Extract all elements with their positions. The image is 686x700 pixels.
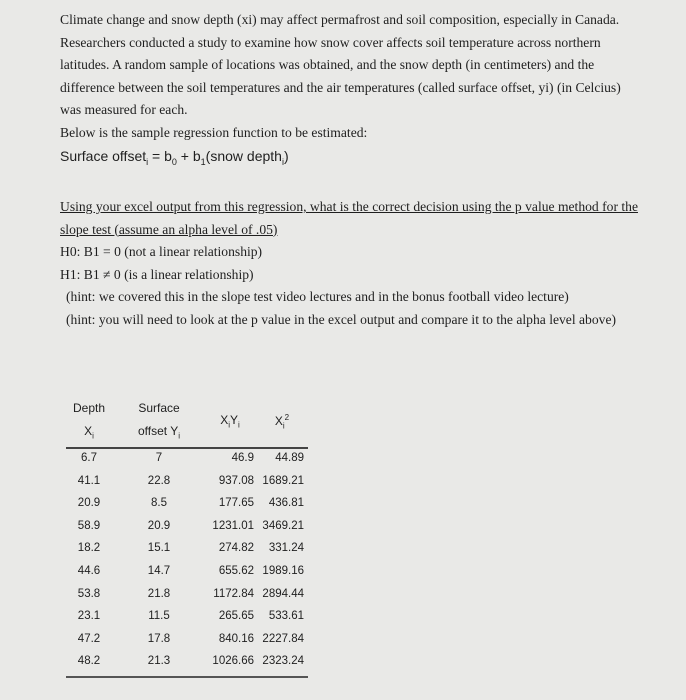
- table-cell-y: 21.8: [147, 587, 171, 600]
- header-rule: [66, 447, 308, 449]
- table-cell-x2: 44.89: [275, 452, 304, 464]
- intro-line: latitudes. A random sample of locations was obtained, and the snow depth (in centimeters) and the: [60, 57, 595, 72]
- hint-line: (hint: you will need to look at the p value in the excel output and compare it to the alpha level above): [66, 311, 617, 327]
- table-cell-x: 44.6: [77, 565, 101, 577]
- question-line: Using your excel output from this regression, what is the correct decision using the p value method for the: [60, 199, 638, 214]
- table-cell-x: 23.1: [77, 610, 101, 623]
- table-cell-xy: 655.62: [218, 565, 254, 577]
- hint-line: (hint: we covered this in the slope test video lectures and in the bonus football video lecture): [66, 289, 569, 304]
- table-cell-x2: 2227.84: [262, 632, 304, 645]
- table-cell-xy: 177.65: [218, 497, 254, 510]
- bottom-rule: [66, 676, 308, 678]
- table-cell-x2: 533.61: [268, 610, 304, 623]
- col-header-depth-var: $X_i$: [84, 424, 94, 441]
- intro-line: Climate change and snow depth (xi) may affect permafrost and soil composition, especially in Canada.: [60, 12, 620, 27]
- table-cell-xy: 1026.66: [212, 655, 254, 668]
- table-cell-x: 18.2: [77, 542, 101, 555]
- table-cell-x2: 331.24: [268, 542, 304, 555]
- table-cell-x2: 1989.16: [262, 565, 304, 577]
- intro-line: was measured for each.: [60, 102, 188, 117]
- problem-intro: [60, 9, 670, 174]
- regression-formula: Surface offset$_i$ = $b_0$ + $b_1(snow$ depth$_i$): [60, 148, 289, 167]
- table-cell-y: 8.5: [151, 497, 167, 510]
- table-cell-xy: 274.82: [218, 542, 254, 555]
- table-cell-x: 48.2: [77, 655, 101, 668]
- col-header-depth: Depth: [72, 401, 106, 415]
- intro-line: Researchers conducted a study to examine how snow cover affects soil temperature across northern: [60, 34, 601, 50]
- table-cell-y: 7: [155, 452, 163, 464]
- table-cell-y: 20.9: [147, 519, 171, 532]
- table-cell-x2: 436.81: [268, 497, 304, 510]
- intro-line: Below is the sample regression function to be estimated:: [60, 124, 368, 140]
- null-hypothesis: H0: B1 = 0 (not a linear relationship): [60, 244, 263, 259]
- table-cell-y: 22.8: [147, 474, 171, 487]
- table-cell-x: 41.1: [77, 474, 101, 487]
- table-cell-xy: 840.16: [218, 632, 254, 645]
- col-header-surface: Surface: [138, 401, 180, 415]
- table-cell-x: 47.2: [77, 632, 101, 645]
- col-header-surface-var: offset $Y_i$: [137, 424, 181, 441]
- table-cell-x2: 2323.24: [262, 655, 304, 668]
- table-cell-y: 14.7: [147, 565, 171, 577]
- alt-hypothesis: H1: B1 ≠ 0 (is a linear relationship): [60, 266, 254, 282]
- table-cell-xy: 1231.01: [212, 519, 254, 532]
- table-cell-x: 58.9: [77, 519, 101, 532]
- table-cell-xy: 265.65: [218, 610, 254, 623]
- table-cell-xy: 46.9: [231, 452, 254, 464]
- table-cell-y: 21.3: [147, 655, 171, 668]
- table-cell-x2: 1689.21: [262, 474, 304, 487]
- question-line: slope test (assume an alpha level of .05): [60, 221, 278, 237]
- table-cell-xy: 937.08: [218, 474, 254, 487]
- table-cell-x: 20.9: [77, 497, 101, 510]
- table-cell-x2: 3469.21: [262, 519, 304, 532]
- table-cell-y: 17.8: [147, 632, 171, 645]
- col-header-x2: $X_i^2$: [274, 413, 290, 431]
- table-cell-x2: 2894.44: [262, 587, 304, 600]
- intro-line: difference between the soil temperatures and the air temperatures (called surface offset, yi) (in Celcius): [60, 79, 621, 95]
- table-cell-xy: 1172.84: [213, 587, 254, 600]
- question-block: [60, 196, 675, 331]
- col-header-xy: $X_iY_i$: [220, 413, 240, 430]
- table-cell-y: 11.5: [148, 610, 170, 623]
- table-cell-x: 53.8: [77, 587, 101, 600]
- table-cell-y: 15.1: [147, 542, 171, 555]
- table-cell-x: 6.7: [81, 452, 97, 464]
